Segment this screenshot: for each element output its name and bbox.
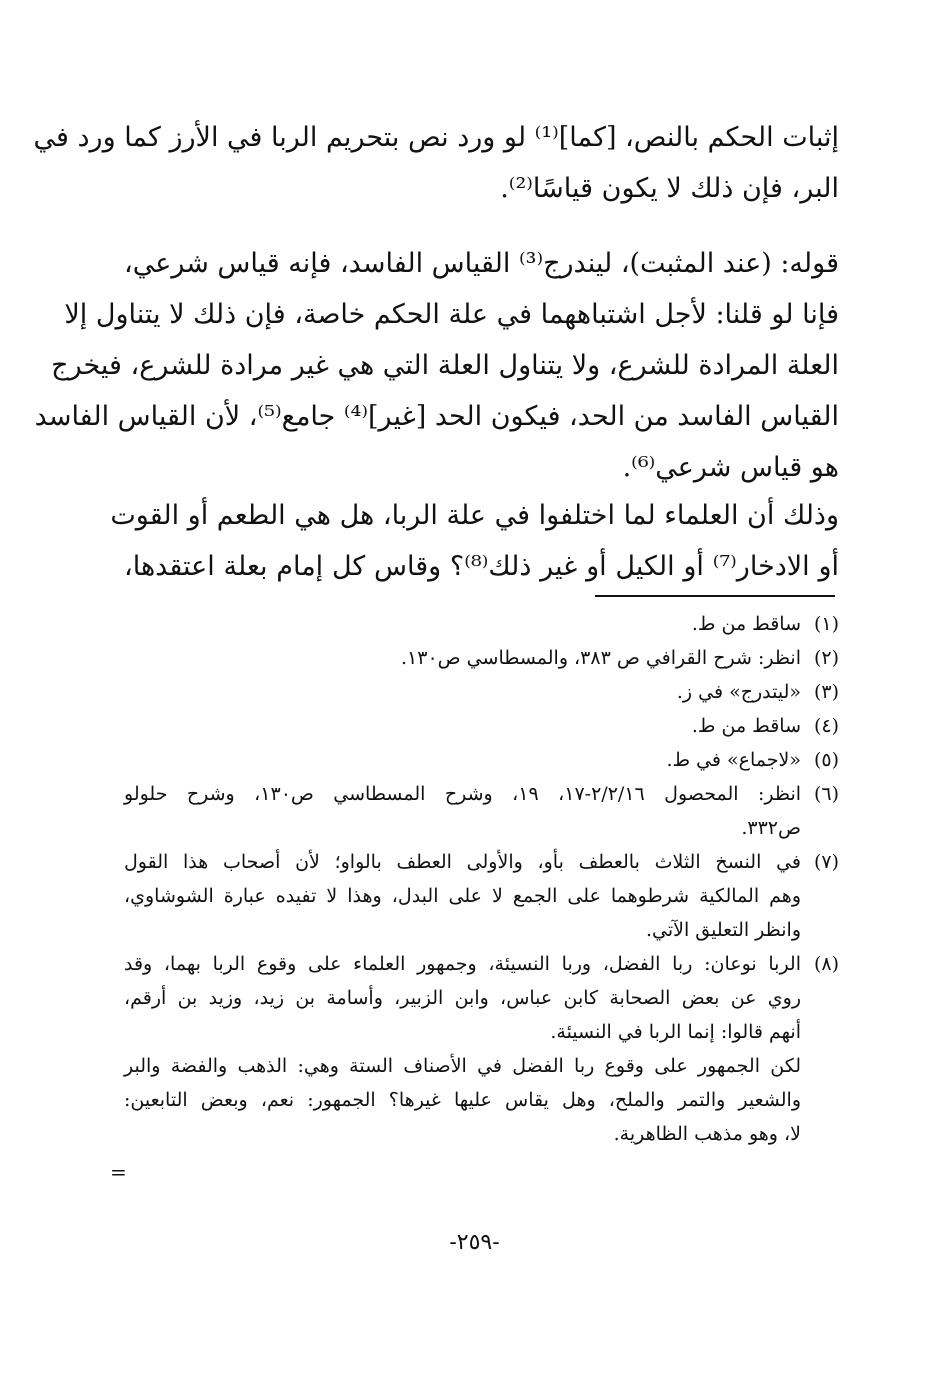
- paragraph-3: [110, 490, 839, 592]
- footnote-number: (١): [813, 613, 839, 635]
- footnote-2: [124, 641, 839, 675]
- body-line: القياس الفاسد من الحد، فيكون الحد [غير]⁽⁴⁾ جامع⁽⁵⁾، لأن القياس الفاسد: [34, 401, 839, 432]
- footnote-text: لا، وهو مذهب الظاهرية.: [613, 1123, 801, 1145]
- continuation-mark: =: [110, 1160, 127, 1184]
- paragraph-2: [34, 238, 839, 493]
- footnote-number: (٤): [813, 715, 839, 737]
- footnote-text: ص٣٣٢.: [741, 817, 801, 839]
- footnote-8: [124, 947, 839, 1151]
- footnote-text: أنهم قالوا: إنما الربا في النسيئة.: [550, 1021, 801, 1043]
- footnote-3: [124, 675, 839, 709]
- footnote-separator: [595, 595, 835, 597]
- footnote-4: [124, 709, 839, 743]
- body-line: قوله: (عند المثبت)، ليندرج⁽³⁾ القياس الفاسد، فإنه قياس شرعي،: [124, 248, 839, 279]
- footnote-text: «لاجماع» في ط.: [666, 749, 801, 771]
- paragraph-1: [33, 112, 839, 214]
- footnote-text: ساقط من ط.: [691, 715, 801, 737]
- footnote-number: (٣): [813, 681, 839, 703]
- footnote-1: [124, 607, 839, 641]
- body-line: أو الادخار⁽⁷⁾ أو الكيل أو غير ذلك⁽⁸⁾؟ وقاس كل إمام بعلة اعتقدها،: [124, 551, 839, 582]
- footnote-text: «ليتدرج» في ز.: [676, 681, 801, 703]
- body-line: العلة المرادة للشرع، ولا يتناول العلة التي هي غير مرادة للشرع، فيخرج: [51, 350, 839, 381]
- footnote-number: (٧): [813, 851, 839, 873]
- body-line: فإنا لو قلنا: لأجل اشتباههما في علة الحكم خاصة، فإن ذلك لا يتناول إلا: [64, 299, 839, 330]
- body-line: إثبات الحكم بالنص، [كما]⁽¹⁾ لو ورد نص بتحريم الربا في الأرز كما ورد في: [33, 122, 839, 153]
- footnote-7: [124, 845, 839, 947]
- footnote-text: روي عن بعض الصحابة كابن عباس، وابن الزبير، وأسامة بن زيد، وزيد بن أرقم،: [124, 987, 801, 1009]
- footnote-number: (٥): [813, 749, 839, 771]
- footnote-text: لكن الجمهور على وقوع ربا الفضل في الأصناف الستة وهي: الذهب والفضة والبر: [124, 1055, 801, 1077]
- footnote-6: [124, 777, 839, 845]
- footnote-text: وهم المالكية شرطوهما على الجمع لا على البدل، وهذا لا تفيده عبارة الشوشاوي،: [124, 885, 801, 907]
- page-number: -٢٥٩-: [449, 1230, 500, 1255]
- footnote-text: ساقط من ط.: [691, 613, 801, 635]
- footnote-number: (٨): [813, 953, 839, 975]
- footnote-text: انظر: شرح القرافي ص ٣٨٣، والمسطاسي ص١٣٠.: [401, 647, 801, 669]
- footnotes: [124, 607, 839, 1151]
- footnote-5: [124, 743, 839, 777]
- body-line: وذلك أن العلماء لما اختلفوا في علة الربا، هل هي الطعم أو القوت: [110, 500, 839, 531]
- footnote-text: الربا نوعان: ربا الفضل، وربا النسيئة، وجمهور العلماء على وقوع الربا بهما، وقد: [124, 953, 801, 975]
- footnote-text: وانظر التعليق الآتي.: [645, 919, 801, 941]
- footnote-text: والشعير والتمر والملح، وهل يقاس عليها غيرها؟ الجمهور: نعم، وبعض التابعين:: [124, 1089, 801, 1111]
- footnote-text: في النسخ الثلاث بالعطف بأو، والأولى العطف بالواو؛ لأن أصحاب هذا القول: [124, 851, 801, 873]
- footnote-number: (٦): [813, 783, 839, 805]
- footnote-number: (٢): [813, 647, 839, 669]
- body-line: هو قياس شرعي⁽⁶⁾.: [622, 452, 839, 483]
- body-line: البر، فإن ذلك لا يكون قياسًا⁽²⁾.: [500, 173, 839, 204]
- footnote-text: انظر: المحصول ٢/٢/١٦-١٧، ١٩، وشرح المسطاسي ص١٣٠، وشرح حلولو: [124, 783, 802, 805]
